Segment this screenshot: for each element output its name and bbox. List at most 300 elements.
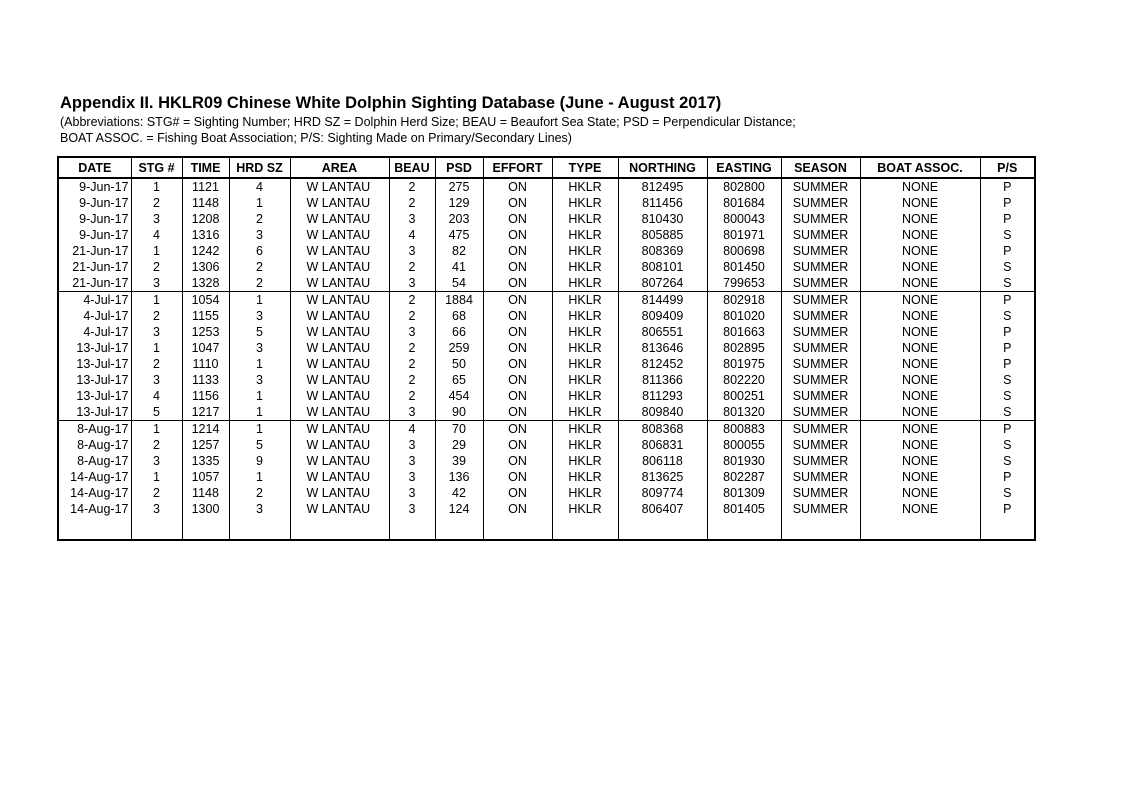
cell-beau: 3 <box>389 485 435 501</box>
table-row <box>58 211 1035 227</box>
cell-season: SUMMER <box>781 308 860 324</box>
table-row <box>58 437 1035 453</box>
table-row <box>58 404 1035 421</box>
cell-season: SUMMER <box>781 469 860 485</box>
cell-beau: 3 <box>389 324 435 340</box>
cell-beau: 2 <box>389 259 435 275</box>
cell-stg: 2 <box>131 308 182 324</box>
cell-stg: 4 <box>131 388 182 404</box>
table-row <box>58 388 1035 404</box>
cell-effort: ON <box>483 178 552 195</box>
empty-cell <box>860 517 980 540</box>
cell-hrd-sz: 4 <box>229 178 290 195</box>
cell-psd: 124 <box>435 501 483 517</box>
cell-effort: ON <box>483 404 552 421</box>
table-row <box>58 259 1035 275</box>
cell-hrd-sz: 1 <box>229 356 290 372</box>
cell-area: W LANTAU <box>290 388 389 404</box>
cell-season: SUMMER <box>781 437 860 453</box>
cell-type: HKLR <box>552 275 618 292</box>
cell-type: HKLR <box>552 372 618 388</box>
cell-ps: S <box>980 388 1035 404</box>
cell-time: 1257 <box>182 437 229 453</box>
cell-psd: 136 <box>435 469 483 485</box>
cell-type: HKLR <box>552 227 618 243</box>
cell-northing: 809840 <box>618 404 707 421</box>
cell-stg: 3 <box>131 211 182 227</box>
cell-easting: 800043 <box>707 211 781 227</box>
cell-effort: ON <box>483 243 552 259</box>
cell-date: 8-Aug-17 <box>58 421 131 438</box>
empty-cell <box>435 517 483 540</box>
cell-boat-assoc: NONE <box>860 178 980 195</box>
cell-time: 1335 <box>182 453 229 469</box>
empty-cell <box>707 517 781 540</box>
cell-area: W LANTAU <box>290 178 389 195</box>
cell-stg: 3 <box>131 453 182 469</box>
cell-date: 4-Jul-17 <box>58 292 131 309</box>
table-row <box>58 324 1035 340</box>
cell-stg: 4 <box>131 227 182 243</box>
cell-ps: P <box>980 292 1035 309</box>
cell-easting: 802918 <box>707 292 781 309</box>
cell-effort: ON <box>483 469 552 485</box>
cell-northing: 806551 <box>618 324 707 340</box>
abbreviations-line-1: (Abbreviations: STG# = Sighting Number; HRD SZ = Dolphin Herd Size; BEAU = Beaufort Sea State; PSD = Perpendicular Distance; <box>60 115 796 129</box>
cell-psd: 90 <box>435 404 483 421</box>
column-header-date: DATE <box>58 157 131 178</box>
cell-area: W LANTAU <box>290 275 389 292</box>
table-body <box>58 178 1035 540</box>
cell-beau: 2 <box>389 178 435 195</box>
cell-effort: ON <box>483 195 552 211</box>
cell-boat-assoc: NONE <box>860 292 980 309</box>
cell-hrd-sz: 6 <box>229 243 290 259</box>
cell-easting: 800883 <box>707 421 781 438</box>
cell-northing: 811366 <box>618 372 707 388</box>
cell-stg: 1 <box>131 178 182 195</box>
cell-season: SUMMER <box>781 178 860 195</box>
cell-beau: 3 <box>389 404 435 421</box>
cell-effort: ON <box>483 388 552 404</box>
cell-date: 14-Aug-17 <box>70 485 129 500</box>
cell-easting: 801684 <box>707 195 781 211</box>
cell-date: 14-Aug-17 <box>70 469 129 484</box>
cell-time: 1057 <box>182 469 229 485</box>
cell-beau: 3 <box>389 453 435 469</box>
cell-area: W LANTAU <box>290 227 389 243</box>
cell-time: 1328 <box>182 275 229 292</box>
cell-ps: S <box>980 485 1035 501</box>
cell-psd: 203 <box>435 211 483 227</box>
cell-season: SUMMER <box>781 388 860 404</box>
table-row <box>58 340 1035 356</box>
cell-effort: ON <box>483 340 552 356</box>
cell-date: 9-Jun-17 <box>79 227 129 242</box>
cell-stg: 1 <box>131 292 182 309</box>
cell-time: 1242 <box>182 243 229 259</box>
cell-effort: ON <box>483 485 552 501</box>
cell-psd: 50 <box>435 356 483 372</box>
cell-area: W LANTAU <box>290 211 389 227</box>
column-header-stg: STG # <box>131 157 182 178</box>
page-title: Appendix II. HKLR09 Chinese White Dolphin Sighting Database (June - August 2017) <box>60 94 722 112</box>
cell-boat-assoc: NONE <box>860 372 980 388</box>
cell-hrd-sz: 3 <box>229 340 290 356</box>
cell-boat-assoc: NONE <box>860 404 980 421</box>
cell-ps: P <box>980 340 1035 356</box>
column-header-northing: NORTHING <box>618 157 707 178</box>
cell-time: 1208 <box>182 211 229 227</box>
cell-easting: 801405 <box>707 501 781 517</box>
cell-stg: 2 <box>131 259 182 275</box>
cell-season: SUMMER <box>781 275 860 292</box>
cell-easting: 801971 <box>707 227 781 243</box>
cell-beau: 2 <box>389 292 435 309</box>
cell-area: W LANTAU <box>290 485 389 501</box>
cell-easting: 802287 <box>707 469 781 485</box>
cell-type: HKLR <box>552 485 618 501</box>
cell-ps: P <box>980 243 1035 259</box>
cell-effort: ON <box>483 437 552 453</box>
table-row <box>58 227 1035 243</box>
cell-season: SUMMER <box>781 421 860 438</box>
cell-time: 1133 <box>182 372 229 388</box>
empty-cell <box>229 517 290 540</box>
cell-beau: 2 <box>389 308 435 324</box>
cell-boat-assoc: NONE <box>860 356 980 372</box>
cell-season: SUMMER <box>781 340 860 356</box>
cell-northing: 809774 <box>618 485 707 501</box>
cell-season: SUMMER <box>781 356 860 372</box>
cell-ps: S <box>980 259 1035 275</box>
cell-easting: 801975 <box>707 356 781 372</box>
cell-time: 1047 <box>182 340 229 356</box>
cell-psd: 275 <box>435 178 483 195</box>
cell-type: HKLR <box>552 356 618 372</box>
cell-type: HKLR <box>552 292 618 309</box>
cell-ps: S <box>980 308 1035 324</box>
cell-effort: ON <box>483 453 552 469</box>
cell-boat-assoc: NONE <box>860 501 980 517</box>
cell-area: W LANTAU <box>290 195 389 211</box>
cell-ps: P <box>980 469 1035 485</box>
cell-beau: 4 <box>389 421 435 438</box>
cell-beau: 2 <box>389 372 435 388</box>
cell-hrd-sz: 3 <box>229 501 290 517</box>
cell-hrd-sz: 9 <box>229 453 290 469</box>
cell-northing: 811456 <box>618 195 707 211</box>
empty-cell <box>182 517 229 540</box>
cell-beau: 3 <box>389 437 435 453</box>
cell-ps: S <box>980 372 1035 388</box>
cell-easting: 801930 <box>707 453 781 469</box>
column-header-effort: EFFORT <box>483 157 552 178</box>
empty-cell <box>980 517 1035 540</box>
cell-ps: S <box>980 404 1035 421</box>
cell-date: 9-Jun-17 <box>79 179 129 194</box>
cell-psd: 39 <box>435 453 483 469</box>
cell-psd: 54 <box>435 275 483 292</box>
column-header-ps: P/S <box>980 157 1035 178</box>
cell-beau: 2 <box>389 356 435 372</box>
table-row <box>58 485 1035 501</box>
empty-cell <box>618 517 707 540</box>
cell-northing: 812495 <box>618 178 707 195</box>
cell-type: HKLR <box>552 211 618 227</box>
cell-easting: 800698 <box>707 243 781 259</box>
cell-time: 1306 <box>182 259 229 275</box>
cell-date: 21-Jun-17 <box>72 259 129 274</box>
cell-date: 9-Jun-17 <box>79 195 129 210</box>
cell-northing: 809409 <box>618 308 707 324</box>
cell-psd: 475 <box>435 227 483 243</box>
cell-date: 4-Jul-17 <box>83 308 129 323</box>
cell-time: 1148 <box>182 195 229 211</box>
cell-stg: 1 <box>131 243 182 259</box>
cell-hrd-sz: 2 <box>229 485 290 501</box>
cell-northing: 808101 <box>618 259 707 275</box>
cell-type: HKLR <box>552 501 618 517</box>
cell-season: SUMMER <box>781 404 860 421</box>
cell-area: W LANTAU <box>290 356 389 372</box>
cell-ps: S <box>980 275 1035 292</box>
cell-psd: 259 <box>435 340 483 356</box>
cell-easting: 801309 <box>707 485 781 501</box>
table-row <box>58 453 1035 469</box>
cell-easting: 802895 <box>707 340 781 356</box>
cell-area: W LANTAU <box>290 437 389 453</box>
cell-type: HKLR <box>552 195 618 211</box>
cell-easting: 801020 <box>707 308 781 324</box>
empty-cell <box>389 517 435 540</box>
empty-cell <box>552 517 618 540</box>
table-row <box>58 292 1035 309</box>
cell-time: 1214 <box>182 421 229 438</box>
cell-boat-assoc: NONE <box>860 469 980 485</box>
cell-season: SUMMER <box>781 292 860 309</box>
column-header-easting: EASTING <box>707 157 781 178</box>
cell-beau: 2 <box>389 388 435 404</box>
cell-stg: 3 <box>131 501 182 517</box>
cell-ps: P <box>980 324 1035 340</box>
cell-time: 1054 <box>182 292 229 309</box>
cell-northing: 806407 <box>618 501 707 517</box>
cell-ps: S <box>980 453 1035 469</box>
column-header-type: TYPE <box>552 157 618 178</box>
table-row <box>58 308 1035 324</box>
cell-northing: 812452 <box>618 356 707 372</box>
cell-season: SUMMER <box>781 324 860 340</box>
cell-time: 1217 <box>182 404 229 421</box>
cell-area: W LANTAU <box>290 501 389 517</box>
cell-boat-assoc: NONE <box>860 421 980 438</box>
cell-effort: ON <box>483 308 552 324</box>
cell-psd: 82 <box>435 243 483 259</box>
cell-northing: 813646 <box>618 340 707 356</box>
cell-northing: 808369 <box>618 243 707 259</box>
cell-hrd-sz: 5 <box>229 324 290 340</box>
cell-area: W LANTAU <box>290 404 389 421</box>
cell-area: W LANTAU <box>290 308 389 324</box>
cell-stg: 3 <box>131 372 182 388</box>
cell-easting: 801663 <box>707 324 781 340</box>
cell-boat-assoc: NONE <box>860 211 980 227</box>
cell-stg: 1 <box>131 340 182 356</box>
cell-beau: 3 <box>389 275 435 292</box>
cell-easting: 800055 <box>707 437 781 453</box>
table-row <box>58 243 1035 259</box>
cell-psd: 70 <box>435 421 483 438</box>
cell-date: 4-Jul-17 <box>83 324 129 339</box>
cell-boat-assoc: NONE <box>860 259 980 275</box>
cell-beau: 2 <box>389 340 435 356</box>
cell-season: SUMMER <box>781 227 860 243</box>
cell-boat-assoc: NONE <box>860 437 980 453</box>
cell-ps: P <box>980 195 1035 211</box>
cell-season: SUMMER <box>781 259 860 275</box>
cell-northing: 805885 <box>618 227 707 243</box>
cell-hrd-sz: 5 <box>229 437 290 453</box>
table-header-row <box>58 157 1035 178</box>
cell-stg: 2 <box>131 437 182 453</box>
cell-effort: ON <box>483 372 552 388</box>
cell-ps: P <box>980 421 1035 438</box>
cell-season: SUMMER <box>781 501 860 517</box>
cell-time: 1155 <box>182 308 229 324</box>
cell-area: W LANTAU <box>290 243 389 259</box>
cell-effort: ON <box>483 324 552 340</box>
cell-date: 13-Jul-17 <box>76 388 129 403</box>
empty-cell <box>131 517 182 540</box>
cell-stg: 1 <box>131 469 182 485</box>
cell-easting: 800251 <box>707 388 781 404</box>
cell-time: 1300 <box>182 501 229 517</box>
cell-boat-assoc: NONE <box>860 324 980 340</box>
cell-type: HKLR <box>552 340 618 356</box>
cell-boat-assoc: NONE <box>860 340 980 356</box>
cell-area: W LANTAU <box>290 372 389 388</box>
cell-area: W LANTAU <box>290 259 389 275</box>
cell-hrd-sz: 1 <box>229 421 290 438</box>
empty-cell <box>781 517 860 540</box>
table-row <box>58 178 1035 195</box>
cell-beau: 3 <box>389 501 435 517</box>
cell-type: HKLR <box>552 388 618 404</box>
table-row <box>58 421 1035 438</box>
cell-stg: 5 <box>131 404 182 421</box>
table-row <box>58 275 1035 292</box>
cell-date: 13-Jul-17 <box>76 356 129 371</box>
cell-stg: 2 <box>131 195 182 211</box>
cell-boat-assoc: NONE <box>860 308 980 324</box>
cell-area: W LANTAU <box>290 340 389 356</box>
cell-type: HKLR <box>552 421 618 438</box>
cell-type: HKLR <box>552 324 618 340</box>
cell-boat-assoc: NONE <box>860 485 980 501</box>
cell-type: HKLR <box>552 308 618 324</box>
cell-easting: 802220 <box>707 372 781 388</box>
cell-boat-assoc: NONE <box>860 453 980 469</box>
cell-date: 8-Aug-17 <box>77 453 129 468</box>
cell-season: SUMMER <box>781 485 860 501</box>
cell-type: HKLR <box>552 178 618 195</box>
cell-type: HKLR <box>552 259 618 275</box>
cell-ps: P <box>980 211 1035 227</box>
cell-ps: P <box>980 356 1035 372</box>
cell-ps: S <box>980 437 1035 453</box>
cell-hrd-sz: 1 <box>229 292 290 309</box>
column-header-beau: BEAU <box>389 157 435 178</box>
cell-stg: 3 <box>131 275 182 292</box>
cell-northing: 810430 <box>618 211 707 227</box>
cell-stg: 2 <box>131 356 182 372</box>
cell-hrd-sz: 1 <box>229 195 290 211</box>
cell-beau: 4 <box>389 227 435 243</box>
cell-season: SUMMER <box>781 243 860 259</box>
cell-stg: 1 <box>131 421 182 438</box>
sighting-table <box>57 156 1036 541</box>
cell-date: 21-Jun-17 <box>72 275 129 290</box>
cell-boat-assoc: NONE <box>860 275 980 292</box>
cell-psd: 65 <box>435 372 483 388</box>
cell-effort: ON <box>483 259 552 275</box>
cell-hrd-sz: 1 <box>229 388 290 404</box>
cell-stg: 3 <box>131 324 182 340</box>
cell-boat-assoc: NONE <box>860 388 980 404</box>
cell-psd: 68 <box>435 308 483 324</box>
cell-easting: 802800 <box>707 178 781 195</box>
cell-hrd-sz: 3 <box>229 227 290 243</box>
cell-hrd-sz: 3 <box>229 372 290 388</box>
table-row <box>58 469 1035 485</box>
cell-time: 1121 <box>182 178 229 195</box>
cell-ps: P <box>980 501 1035 517</box>
empty-cell <box>290 517 389 540</box>
cell-type: HKLR <box>552 469 618 485</box>
cell-psd: 1884 <box>435 292 483 309</box>
empty-cell <box>58 517 131 540</box>
cell-easting: 801450 <box>707 259 781 275</box>
cell-type: HKLR <box>552 437 618 453</box>
cell-psd: 42 <box>435 485 483 501</box>
cell-beau: 3 <box>389 469 435 485</box>
cell-ps: P <box>980 178 1035 195</box>
cell-effort: ON <box>483 227 552 243</box>
cell-time: 1316 <box>182 227 229 243</box>
column-header-psd: PSD <box>435 157 483 178</box>
cell-hrd-sz: 1 <box>229 469 290 485</box>
cell-season: SUMMER <box>781 453 860 469</box>
cell-hrd-sz: 2 <box>229 211 290 227</box>
table-row <box>58 501 1035 517</box>
cell-psd: 66 <box>435 324 483 340</box>
cell-date: 13-Jul-17 <box>76 404 129 419</box>
cell-time: 1148 <box>182 485 229 501</box>
cell-season: SUMMER <box>781 372 860 388</box>
cell-date: 13-Jul-17 <box>76 372 129 387</box>
cell-time: 1110 <box>182 356 229 372</box>
empty-cell <box>483 517 552 540</box>
cell-type: HKLR <box>552 243 618 259</box>
cell-effort: ON <box>483 292 552 309</box>
cell-effort: ON <box>483 211 552 227</box>
cell-hrd-sz: 2 <box>229 259 290 275</box>
table-padding-row <box>58 517 1035 540</box>
cell-northing: 806118 <box>618 453 707 469</box>
cell-boat-assoc: NONE <box>860 227 980 243</box>
cell-season: SUMMER <box>781 195 860 211</box>
